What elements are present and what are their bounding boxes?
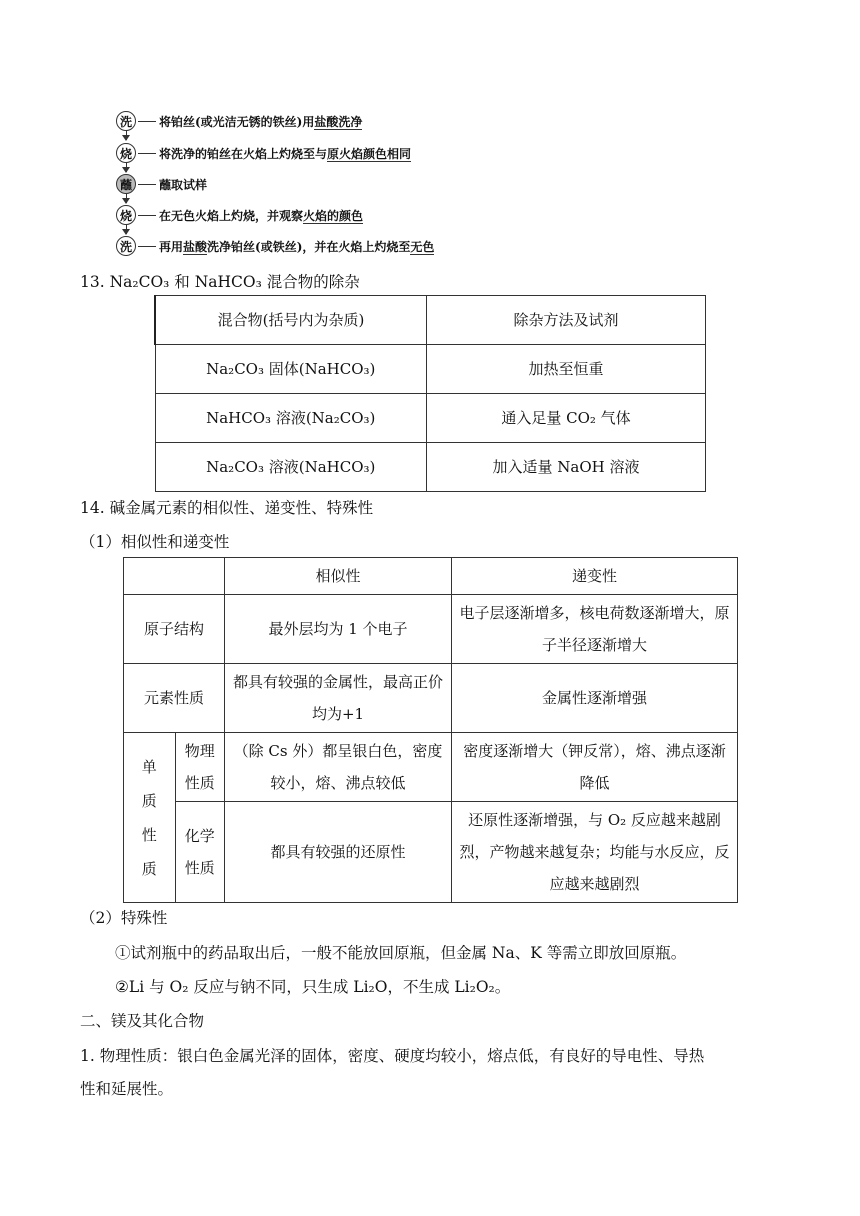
row-label: 物理性质 (175, 733, 224, 802)
step-text: 蘸取试样 (159, 177, 208, 192)
step-text: 再用盐酸洗净铂丝(或铁丝)，并在火焰上灼烧至无色 (159, 239, 435, 254)
table-cell: NaHCO₃ 溶液(Na₂CO₃) (155, 394, 427, 443)
table-corner (124, 558, 225, 595)
flow-step (116, 204, 363, 226)
table-cell: 密度逐渐增大（钾反常），熔、沸点逐渐降低 (452, 733, 738, 802)
step-text: 在无色火焰上灼烧，并观察火焰的颜色 (159, 208, 364, 223)
table-cell: 加入适量 NaOH 溶液 (427, 443, 706, 492)
row-label: 化学性质 (175, 802, 224, 903)
table-cell: Na₂CO₃ 固体(NaHCO₃) (155, 345, 427, 394)
section-14-sub2: （2）特殊性 (80, 909, 168, 927)
step-circle: 蘸 (116, 174, 136, 194)
flame-test-flow-diagram (116, 108, 436, 258)
table-cell: 都具有较强的还原性 (225, 802, 452, 903)
section-14-sub1: （1）相似性和递变性 (80, 533, 230, 551)
table-cell: 加热至恒重 (427, 345, 706, 394)
table-cell: 金属性逐渐增强 (452, 664, 738, 733)
magnesium-para-line2: 性和延展性。 (80, 1080, 174, 1098)
table-header: 除杂方法及试剂 (427, 296, 706, 345)
row-label: 单质性质 (124, 733, 176, 903)
special-item-2: ②Li 与 O₂ 反应与钠不同，只生成 Li₂O，不生成 Li₂O₂。 (115, 978, 511, 996)
step-circle: 烧 (116, 205, 136, 225)
special-item-1: ①试剂瓶中的药品取出后，一般不能放回原瓶，但金属 Na、K 等需立即放回原瓶。 (115, 944, 687, 962)
magnesium-para-line1: 1. 物理性质：银白色金属光泽的固体，密度、硬度均较小，熔点低，有良好的导电性、导热 (80, 1047, 705, 1065)
table-cell: 还原性逐渐增强，与 O₂ 反应越来越剧烈，产物越来越复杂；均能与水反应，反应越来越剧烈 (452, 802, 738, 903)
alkali-metal-table (123, 557, 738, 903)
table-cell: 最外层均为 1 个电子 (225, 595, 452, 664)
table-header: 相似性 (225, 558, 452, 595)
table-header: 混合物(括号内为杂质) (155, 296, 427, 345)
step-circle: 烧 (116, 143, 136, 163)
flow-step (116, 173, 207, 195)
step-circle: 洗 (116, 236, 136, 256)
arrow-down-icon (122, 135, 130, 141)
purification-table (154, 295, 706, 492)
table-cell: 通入足量 CO₂ 气体 (427, 394, 706, 443)
table-header: 递变性 (452, 558, 738, 595)
row-label: 原子结构 (124, 595, 225, 664)
section-14-title: 14. 碱金属元素的相似性、递变性、特殊性 (80, 499, 374, 517)
table-cell: 都具有较强的金属性，最高正价均为+1 (225, 664, 452, 733)
table-cell: 电子层逐渐增多，核电荷数逐渐增大，原子半径逐渐增大 (452, 595, 738, 664)
step-text: 将铂丝(或光洁无锈的铁丝)用盐酸洗净 (159, 114, 363, 129)
flow-step (116, 110, 362, 132)
row-label: 元素性质 (124, 664, 225, 733)
table-cell: Na₂CO₃ 溶液(NaHCO₃) (155, 443, 427, 492)
flow-step (116, 142, 411, 164)
section-magnesium-title: 二、镁及其化合物 (80, 1012, 205, 1030)
table-cell: （除 Cs 外）都呈银白色，密度较小，熔、沸点较低 (225, 733, 452, 802)
section-13-title: 13. Na₂CO₃ 和 NaHCO₃ 混合物的除杂 (80, 273, 360, 291)
step-text: 将洗净的铂丝在火焰上灼烧至与原火焰颜色相同 (159, 146, 412, 161)
step-circle: 洗 (116, 111, 136, 131)
flow-step (116, 235, 434, 257)
